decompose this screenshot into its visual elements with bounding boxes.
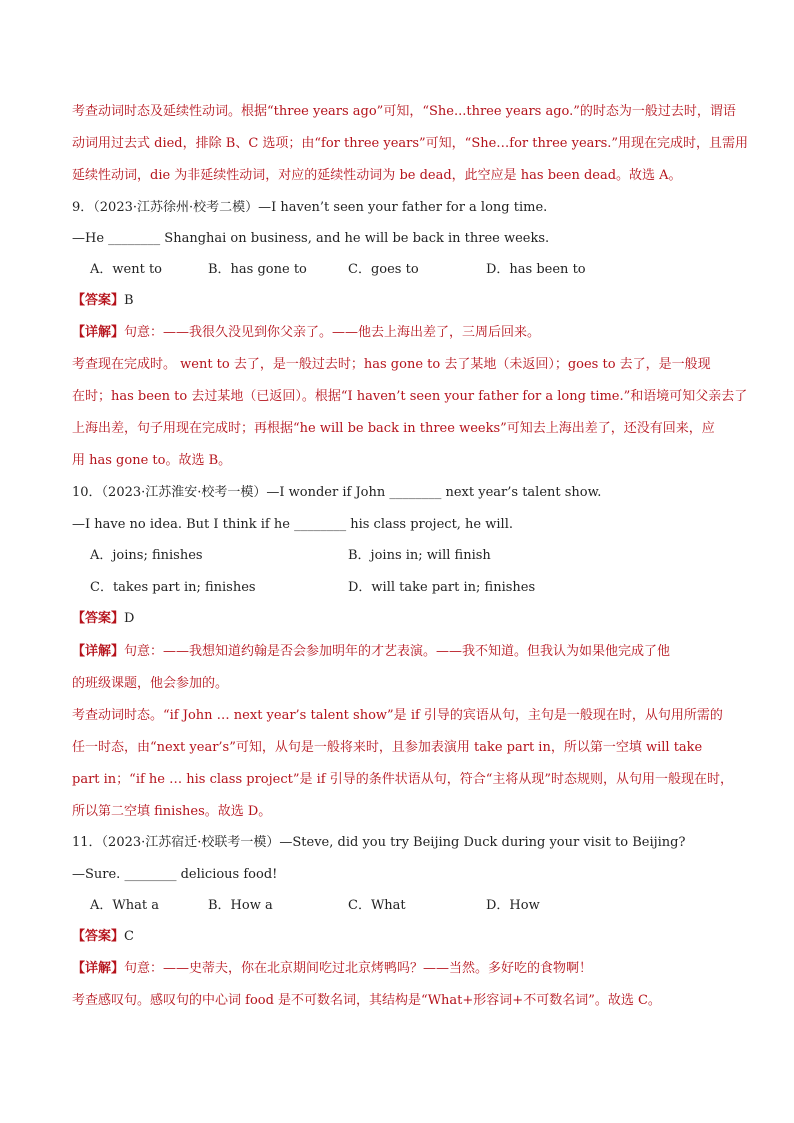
q10-option-a: A．joins; finishes <box>90 548 203 563</box>
q10-option-c: C．takes part in; finishes <box>90 580 256 595</box>
q9-option-b: B．has gone to <box>208 262 307 277</box>
q9-option-d: D．has been to <box>486 262 586 277</box>
answer-tag: 【答案】 <box>72 611 125 626</box>
answer-value: B <box>124 293 134 308</box>
q9-option-a: A．went to <box>90 262 162 277</box>
q9-detail-1 <box>72 323 734 343</box>
q9-detail-4: 上海出差，句子用现在完成时；再根据“he will be back in three weeks”可知去上海出差了，还没有回来，应 <box>72 421 715 436</box>
q10-answer <box>72 609 734 629</box>
detail-text: 句意：——史蒂夫，你在北京期间吃过北京烤鸭吗？——当然。多好吃的食物啊！ <box>124 961 593 976</box>
detail-tag: 【详解】 <box>72 644 125 659</box>
q9-answer <box>72 291 734 311</box>
intro-line-3: 延续性动词，die 为非延续性动词，对应的延续性动词为 be dead，此空应是 has been dead。故选 A。 <box>72 168 682 183</box>
q10-detail-5: 所以第二空填 finishes。故选 D。 <box>72 804 272 819</box>
answer-tag: 【答案】 <box>72 293 125 308</box>
q11-option-a: A．What a <box>90 898 159 913</box>
q9-detail-5: 用 has gone to。故选 B。 <box>72 453 232 468</box>
answer-value: C <box>124 929 134 944</box>
q10-detail-3: 任一时态，由“next year’s”可知，从句是一般将来时，且参加表演用 take part in，所以第一空填 will take <box>72 740 703 755</box>
answer-value: D <box>124 611 135 626</box>
q11-option-c: C．What <box>348 898 406 913</box>
q10-detail-2: 考查动词时态。“if John … next year’s talent show”是 if 引导的宾语从句，主句是一般现在时，从句用所需的 <box>72 708 723 723</box>
q10-detail-1b: 的班级课题，他会参加的。 <box>72 676 229 691</box>
q10-detail-1 <box>72 642 734 662</box>
q9-option-c: C．goes to <box>348 262 419 277</box>
q11-detail-2: 考查感叹句。感叹句的中心词 food 是不可数名词，其结构是“What+形容词+不可数名词”。故选 C。 <box>72 993 661 1008</box>
q10-line2: —I have no idea. But I think if he ________ his class project, he will. <box>72 517 513 532</box>
q9-stem: 9．（2023·江苏徐州·校考二模）—I haven’t seen your father for a long time. <box>72 200 548 215</box>
detail-tag: 【详解】 <box>72 325 125 340</box>
q10-detail-4: part in；“if he … his class project”是 if 引导的条件状语从句，符合“主将从现”时态规则，从句用一般现在时， <box>72 772 734 787</box>
detail-text: 句意：——我想知道约翰是否会参加明年的才艺表演。——我不知道。但我认为如果他完成了他 <box>124 644 671 659</box>
detail-text: 句意：——我很久没见到你父亲了。——他去上海出差了，三周后回来。 <box>124 325 541 340</box>
q11-answer <box>72 927 734 947</box>
q11-option-b: B．How a <box>208 898 273 913</box>
q9-detail-3: 在时；has been to 去过某地（已返回）。根据“I haven’t seen your father for a long time.”和语境可知父亲去了 <box>72 389 748 404</box>
q9-detail-2: 考查现在完成时。 went to 去了，是一般过去时；has gone to 去了某地（未返回）；goes to 去了，是一般现 <box>72 357 711 372</box>
answer-tag: 【答案】 <box>72 929 125 944</box>
q10-stem: 10．（2023·江苏淮安·校考一模）—I wonder if John ________ next year’s talent show. <box>72 485 602 500</box>
q10-option-b: B．joins in; will finish <box>348 548 491 563</box>
q11-detail-1 <box>72 959 734 979</box>
intro-line-2: 动词用过去式 died，排除 B、C 选项；由“for three years”可知，“She…for three years.”用现在完成时，且需用 <box>72 136 749 151</box>
intro-line-1: 考查动词时态及延续性动词。根据“three years ago”可知，“She...three years ago.”的时态为一般过去时，谓语 <box>72 104 736 119</box>
q11-stem: 11．（2023·江苏宿迁·校联考一模）—Steve, did you try Beijing Duck during your visit to Beijing? <box>72 835 686 850</box>
q11-option-d: D．How <box>486 898 540 913</box>
q10-option-d: D．will take part in; finishes <box>348 580 536 595</box>
q9-line2: —He ________ Shanghai on business, and he will be back in three weeks. <box>72 231 550 246</box>
detail-tag: 【详解】 <box>72 961 125 976</box>
q11-line2: —Sure. ________ delicious food! <box>72 867 278 882</box>
